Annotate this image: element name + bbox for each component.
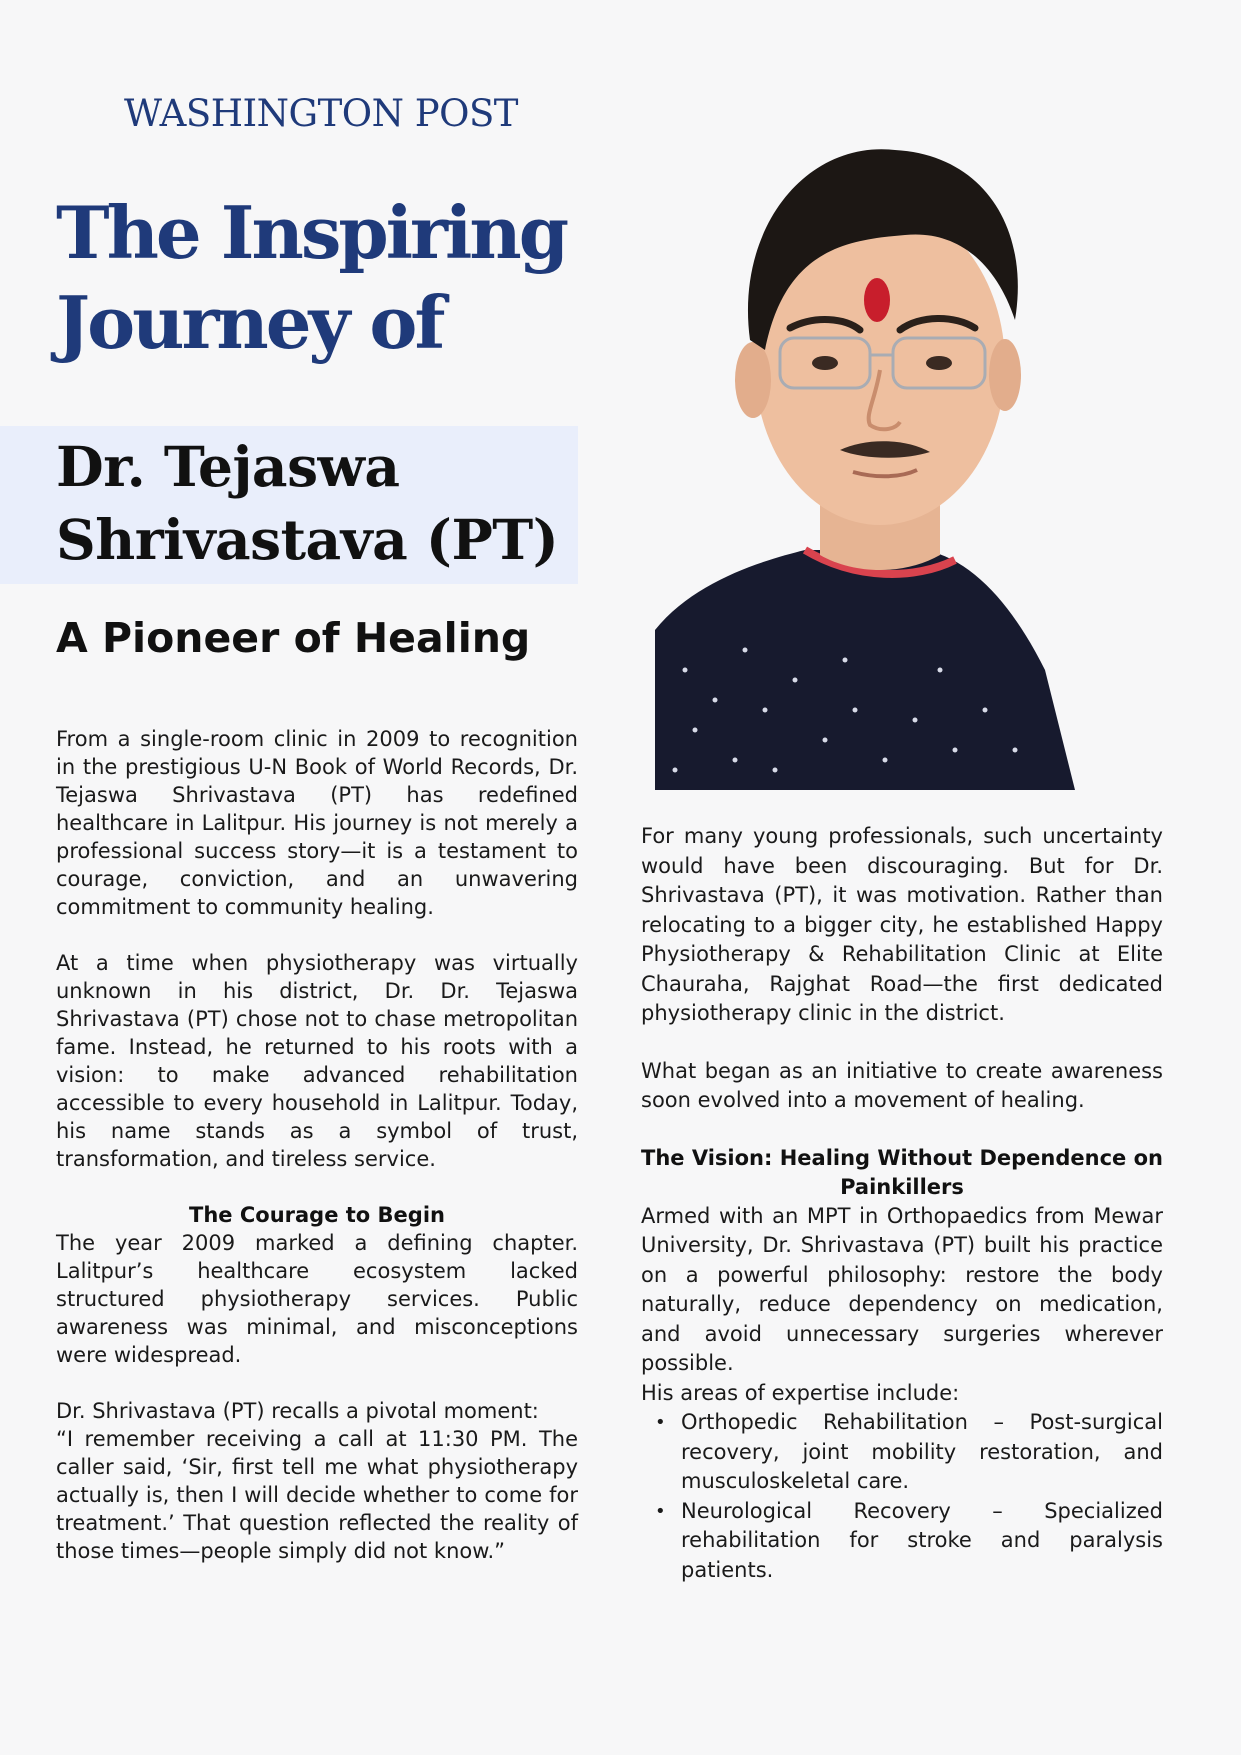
intro-paragraph: From a single-room clinic in 2009 to recognition in the prestigious U-N Book of World Records, Dr. Tejaswa Shrivastava (PT) has redefined healthcare in Lalitpur. His journey is not merely a professional success story—it is a testament to courage, conviction, and an unwavering commitment to community healing. [56, 727, 578, 919]
doctor-name-line-2: Shrivastava (PT) [56, 507, 559, 572]
expertise-intro: His areas of expertise include: [641, 1380, 960, 1405]
recall-paragraph: Dr. Shrivastava (PT) recalls a pivotal moment: [56, 1399, 539, 1423]
headline-line-2: Journey of [56, 280, 443, 365]
left-column [56, 725, 578, 1565]
vision-paragraph: At a time when physiotherapy was virtually unknown in his district, Dr. Dr. Tejaswa Shrivastava (PT) chose not to chase metropolitan fame. Instead, he returned to his roots with a vision: to make advanced rehabilitation accessible to every household in Lalitpur. Today, his name stands as a symbol of trust, transformation, and tireless service. [56, 951, 578, 1171]
doctor-name-line-1: Dr. Tejaswa [56, 434, 400, 499]
list-item [641, 1497, 1163, 1586]
motivation-paragraph: For many young professionals, such uncertainty would have been discouraging. But for Dr. Shrivastava (PT), it was motivation. Rather than relocating to a bigger city, he established Happy Physiotherapy & Rehabilitation Clinic at Elite Chauraha, Rajghat Road—the first dedicated physiotherapy clinic in the district. [641, 824, 1163, 1025]
expertise-neurological: Neurological Recovery – Specialized rehabilitation for stroke and paralysis patients. [681, 1498, 1163, 1582]
expertise-orthopedic: Orthopedic Rehabilitation – Post-surgical recovery, joint mobility restoration, and musculoskeletal care. [681, 1410, 1163, 1493]
headline [56, 188, 576, 368]
doctor-portrait [655, 110, 1075, 790]
section-heading-vision: The Vision: Healing Without Dependence on Painkillers [641, 1145, 1163, 1199]
expertise-list [641, 1408, 1163, 1585]
masthead-logo: WASHINGTON POST [124, 92, 518, 135]
bullet-icon: • [655, 1412, 666, 1433]
movement-paragraph: What began as an initiative to create awareness soon evolved into a movement of healing. [641, 1058, 1163, 1112]
quote-paragraph: “I remember receiving a call at 11:30 PM. The caller said, ‘Sir, first tell me what physiotherapy actually is, then I will decide whether to come for treatment.’ That question reflected the reality of those times—people simply did not know.” [56, 1427, 578, 1563]
headline-line-1: The Inspiring [56, 190, 567, 275]
doctor-name [56, 430, 576, 576]
section-heading-courage: The Courage to Begin [189, 1203, 445, 1227]
list-item [641, 1408, 1163, 1497]
subtitle: A Pioneer of Healing [56, 614, 531, 662]
right-column [641, 822, 1163, 1585]
bullet-icon: • [655, 1500, 666, 1522]
philosophy-paragraph: Armed with an MPT in Orthopaedics from Mewar University, Dr. Shrivastava (PT) built his practice on a powerful philosophy: restore the body naturally, reduce dependency on medication, and avoid unnecessary surgeries wherever possible. [641, 1203, 1163, 1375]
courage-paragraph: The year 2009 marked a defining chapter. Lalitpur’s healthcare ecosystem lacked structured physiotherapy services. Public awareness was minimal, and misconceptions were widespread. [56, 1231, 578, 1367]
